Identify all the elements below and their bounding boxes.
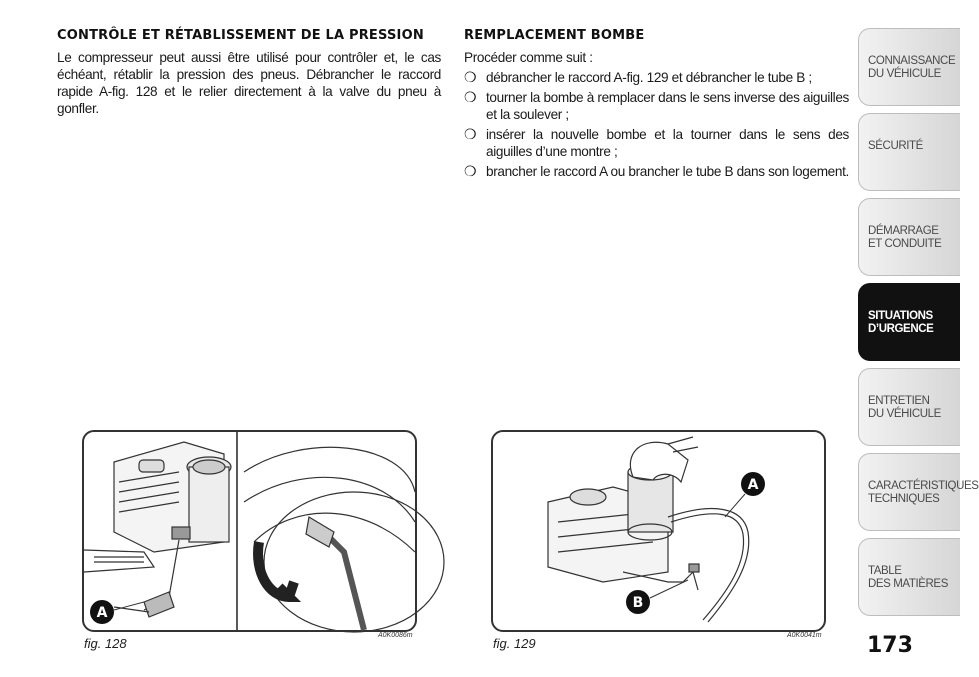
section-title-replacement: REMPLACEMENT BOMBE [464, 28, 645, 43]
right-column [464, 28, 849, 183]
cartridge-replacement-illustration [493, 432, 824, 630]
figure-128 [82, 430, 417, 632]
list-item: ❍ brancher le raccord A ou brancher le tube B dans son logement. [464, 163, 849, 179]
label-a: A [747, 477, 759, 493]
section-title-pressure: CONTRÔLE ET RÉTABLISSEMENT DE LA PRESSION [57, 28, 424, 43]
sidebar-item-connaissance[interactable]: CONNAISSANCE DU VÉHICULE [858, 28, 960, 106]
replacement-intro: Procéder comme suit : [464, 50, 593, 65]
bullet-icon: ❍ [464, 69, 477, 85]
bullet-icon: ❍ [464, 89, 477, 105]
sidebar-item-caracteristiques[interactable]: CARACTÉRISTIQUES TECHNIQUES [858, 453, 960, 531]
list-item: ❍ tourner la bombe à remplacer dans le sens inverse des aiguilles et la soulever ; [464, 89, 849, 122]
label-b: B [632, 595, 644, 611]
replacement-steps [464, 69, 849, 180]
left-column [57, 28, 441, 117]
list-item: ❍ insérer la nouvelle bombe et la tourner dans le sens des aiguilles d’une montre ; [464, 126, 849, 159]
sidebar-item-situations[interactable]: SITUATIONS D’URGENCE [858, 283, 960, 361]
sidebar-item-entretien[interactable]: ENTRETIEN DU VÉHICULE [858, 368, 960, 446]
sidebar-item-table[interactable]: TABLE DES MATIÈRES [858, 538, 960, 616]
pressure-paragraph: Le compresseur peut aussi être utilisé pour contrôler et, le cas échéant, rétablir la pression des pneus. Débrancher le raccord rapide A-fig. 128 et le relier directement à la valve du pneu à gonfler. [57, 50, 441, 116]
sidebar-item-demarrage[interactable]: DÉMARRAGE ET CONDUITE [858, 198, 960, 276]
label-a: A [96, 605, 108, 621]
fig-129-caption: fig. 129 [493, 636, 536, 651]
bullet-icon: ❍ [464, 126, 477, 142]
compressor-tire-illustration [84, 432, 415, 630]
page-number: 173 [867, 633, 913, 658]
sidebar-item-securite[interactable]: SÉCURITÉ [858, 113, 960, 191]
figure-129 [491, 430, 826, 632]
fig-128-code: A0K0086m [378, 632, 413, 639]
bullet-icon: ❍ [464, 163, 477, 179]
fig-129-code: A0K0041m [787, 632, 822, 639]
list-item: ❍ débrancher le raccord A-fig. 129 et débrancher le tube B ; [464, 69, 812, 85]
sidebar-nav [858, 28, 979, 623]
fig-128-caption: fig. 128 [84, 636, 127, 651]
